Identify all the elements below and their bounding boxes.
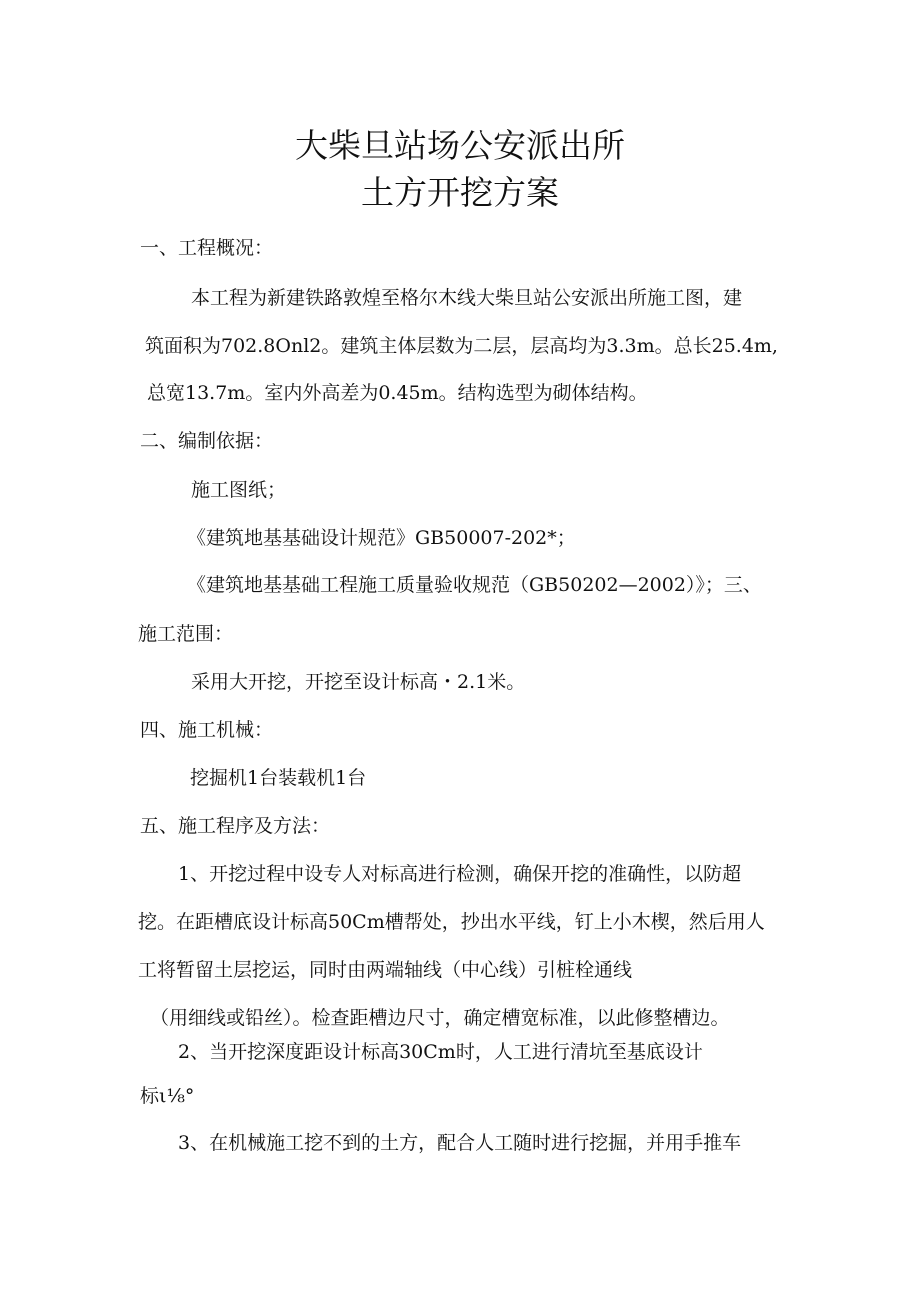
section-heading-overview: 一、工程概况：: [140, 237, 274, 259]
section-heading-machinery: 四、施工机械：: [140, 719, 274, 741]
procedure-1-line-4: （用细线或铅丝）。检查距槽边尺寸，确定槽宽标准，以此修整槽边。: [150, 1007, 730, 1029]
document-title-line1: 大柴旦站场公安派出所: [295, 126, 625, 165]
procedure-2-line-1: 2、当开挖深度距设计标高30Cm时，人工进行清坑至基底设计: [178, 1041, 703, 1063]
section-heading-scope: 施工范围：: [138, 623, 234, 645]
overview-line-1: 本工程为新建铁路敦煌至格尔木线大柴旦站公安派出所施工图，建: [191, 287, 743, 309]
basis-item-design-code: 《建筑地基基础设计规范》GB50007-202*；: [187, 527, 576, 549]
section-heading-procedure: 五、施工程序及方法：: [140, 815, 331, 837]
basis-item-acceptance-code: 《建筑地基基础工程施工质量验收规范（GB50202—2002）》；三、: [187, 574, 762, 596]
document-title-line2: 土方开挖方案: [361, 173, 559, 212]
scope-paragraph: 采用大开挖，开挖至设计标高・2.1米。: [191, 671, 526, 693]
procedure-1-line-3: 工将暂留土层挖运，同时由两端轴线（中心线）引桩栓通线: [138, 959, 633, 981]
machinery-list: 挖掘机1台装载机1台: [190, 767, 367, 789]
overview-line-2: 筑面积为702.8Onl2。建筑主体层数为二层，层高均为3.3m。总长25.4m,: [145, 335, 778, 357]
procedure-1-line-1: 1、开挖过程中设专人对标高进行检测，确保开挖的准确性，以防超: [178, 863, 742, 885]
basis-item-drawings: 施工图纸；: [191, 479, 287, 501]
procedure-3-line-1: 3、在机械施工挖不到的土方，配合人工随时进行挖掘，并用手推车: [178, 1132, 742, 1154]
overview-line-3: 总宽13.7m。室内外高差为0.45m。结构选型为砌体结构。: [147, 382, 648, 404]
section-heading-basis: 二、编制依据：: [140, 430, 274, 452]
procedure-1-line-2: 挖。在距槽底设计标高50Cm槽帮处，抄出水平线，钉上小木楔，然后用人: [138, 911, 765, 933]
procedure-2-line-2: 标ι⅛°: [140, 1085, 195, 1107]
